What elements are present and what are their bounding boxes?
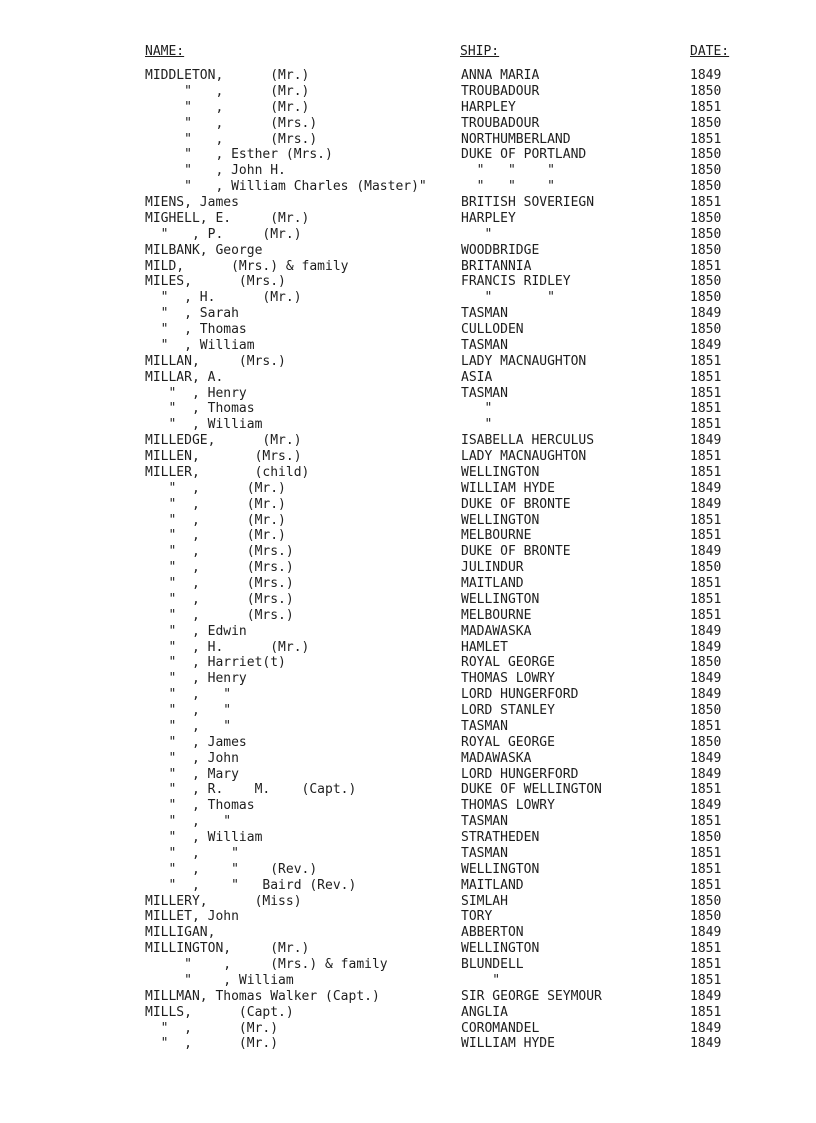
passenger-name: " , William (145, 337, 255, 353)
passenger-name: " , Mary (145, 766, 239, 782)
ship-name: " " " (461, 163, 555, 179)
ship-name: WILLIAM HYDE (461, 1036, 555, 1052)
passenger-name: " , " (145, 814, 232, 830)
passenger-name: " , (Mrs.) (145, 607, 294, 623)
arrival-year: 1850 (690, 560, 722, 576)
ship-name: ANNA MARIA (461, 68, 540, 83)
arrival-year: 1849 (690, 496, 722, 512)
ship-name: ROYAL GEORGE (461, 734, 555, 750)
arrival-year: 1851 (690, 449, 722, 464)
passenger-name: " , " (145, 687, 232, 703)
ship-name: CULLODEN (461, 322, 524, 337)
arrival-year: 1849 (690, 337, 722, 353)
ship-name: ASIA (461, 369, 493, 385)
arrival-year: 1851 (690, 464, 722, 480)
arrival-year: 1851 (690, 861, 722, 877)
arrival-year: 1851 (690, 1004, 722, 1020)
ship-name: WILLIAM HYDE (461, 480, 555, 496)
passenger-name: MILES, (Mrs.) (145, 274, 286, 290)
list-row (0, 735, 816, 751)
arrival-year: 1851 (690, 972, 722, 988)
list-row (0, 703, 816, 719)
ship-name: TASMAN (461, 814, 508, 830)
passenger-name: MILLAN, (Mrs.) (145, 353, 286, 369)
passenger-name: " , (Mr.) (145, 83, 310, 99)
passenger-name: " , " (145, 718, 232, 734)
ship-name: TASMAN (461, 845, 508, 861)
passenger-name: " , Esther (Mrs.) (145, 147, 333, 163)
list-row (0, 528, 816, 544)
passenger-name: " , " (145, 703, 232, 718)
arrival-year: 1850 (690, 210, 722, 226)
ship-name: MADAWASKA (461, 623, 532, 639)
arrival-year: 1850 (690, 655, 722, 671)
ship-name: DUKE OF BRONTE (461, 496, 571, 512)
passenger-name: " , H. (Mr.) (145, 290, 302, 306)
ship-name: FRANCIS RIDLEY (461, 274, 571, 290)
ship-name: MELBOURNE (461, 607, 532, 623)
list-row (0, 465, 816, 481)
arrival-year: 1851 (690, 99, 722, 115)
list-row (0, 116, 816, 132)
ship-name: " " (461, 290, 555, 306)
arrival-year: 1851 (690, 353, 722, 369)
ship-name: DUKE OF PORTLAND (461, 147, 587, 163)
ship-name: " (461, 226, 493, 242)
arrival-year: 1851 (690, 576, 722, 591)
list-row (0, 624, 816, 640)
passenger-name: MILLERY, (Miss) (145, 893, 302, 909)
passenger-name: MILLEN, (Mrs.) (145, 449, 302, 464)
ship-name: DUKE OF WELLINGTON (461, 782, 602, 798)
ship-name: LADY MACNAUGHTON (461, 449, 587, 464)
arrival-year: 1849 (690, 988, 722, 1004)
list-row (0, 798, 816, 814)
ship-name: THOMAS LOWRY (461, 671, 555, 687)
arrival-year: 1849 (690, 671, 722, 687)
arrival-year: 1851 (690, 814, 722, 830)
list-row (0, 274, 816, 290)
passenger-name: MILLER, (child) (145, 464, 310, 480)
arrival-year: 1851 (690, 369, 722, 385)
arrival-year: 1851 (690, 401, 722, 417)
passenger-name: " , Edwin (145, 623, 247, 639)
arrival-year: 1850 (690, 179, 722, 195)
list-row (0, 290, 816, 306)
passenger-name: " , (Mrs.) & family (145, 957, 388, 972)
ship-name: HARPLEY (461, 210, 516, 226)
list-row (0, 846, 816, 862)
arrival-year: 1849 (690, 687, 722, 703)
arrival-year: 1851 (690, 131, 722, 147)
list-row (0, 687, 816, 703)
ship-name: WOODBRIDGE (461, 242, 540, 258)
passenger-name: " , (Mr.) (145, 99, 310, 115)
list-row (0, 481, 816, 497)
list-row (0, 370, 816, 386)
list-row (0, 894, 816, 910)
ship-name: COROMANDEL (461, 1020, 540, 1036)
list-row (0, 132, 816, 148)
list-row (0, 322, 816, 338)
ship-name: LORD STANLEY (461, 703, 555, 718)
arrival-year: 1851 (690, 195, 722, 210)
arrival-year: 1850 (690, 147, 722, 163)
ship-name: DUKE OF BRONTE (461, 544, 571, 560)
ship-name: WELLINGTON (461, 464, 540, 480)
ship-name: BRITANNIA (461, 258, 532, 274)
passenger-name: " , (Mrs.) (145, 115, 318, 131)
passenger-name: " , William (145, 972, 294, 988)
arrival-year: 1850 (690, 893, 722, 909)
arrival-year: 1851 (690, 528, 722, 544)
list-row (0, 306, 816, 322)
list-row (0, 925, 816, 941)
passenger-name: " , " (145, 845, 239, 861)
list-row (0, 243, 816, 259)
ship-name: MAITLAND (461, 576, 524, 591)
list-row (0, 354, 816, 370)
passenger-name: " , John (145, 750, 239, 766)
ship-name: WELLINGTON (461, 941, 540, 957)
arrival-year: 1850 (690, 226, 722, 242)
list-row (0, 941, 816, 957)
list-row (0, 814, 816, 830)
passenger-name: " , Thomas (145, 798, 255, 814)
ship-name: ANGLIA (461, 1004, 508, 1020)
passenger-name: MIDDLETON, (Mr.) (145, 68, 310, 83)
list-row (0, 417, 816, 433)
list-row (0, 767, 816, 783)
passenger-name: MILD, (Mrs.) & family (145, 258, 349, 274)
list-row (0, 640, 816, 656)
passenger-name: MILLS, (Capt.) (145, 1004, 294, 1020)
ship-name: HAMLET (461, 639, 508, 655)
passenger-name: " , (Mrs.) (145, 576, 294, 591)
ship-name: TROUBADOUR (461, 83, 540, 99)
passenger-name: " , Thomas (145, 322, 247, 337)
arrival-year: 1850 (690, 163, 722, 179)
ship-name: ABBERTON (461, 925, 524, 941)
passenger-name: " , (Mr.) (145, 512, 286, 528)
passenger-name: " , William (145, 417, 263, 433)
list-row (0, 878, 816, 894)
arrival-year: 1851 (690, 845, 722, 861)
passenger-name: MIGHELL, E. (Mr.) (145, 210, 310, 226)
passenger-name: MILLET, John (145, 909, 239, 925)
ship-name: SIMLAH (461, 893, 508, 909)
list-row (0, 719, 816, 735)
ship-name: TROUBADOUR (461, 115, 540, 131)
list-row (0, 401, 816, 417)
list-row (0, 497, 816, 513)
list-row (0, 957, 816, 973)
list-row (0, 386, 816, 402)
ship-name: LORD HUNGERFORD (461, 766, 579, 782)
arrival-year: 1851 (690, 782, 722, 798)
passenger-name: " , William Charles (Master)" (145, 179, 427, 195)
ship-name: " (461, 972, 501, 988)
list-row (0, 830, 816, 846)
list-row (0, 1036, 816, 1052)
date-column-header: DATE: (690, 44, 730, 59)
list-row (0, 84, 816, 100)
list-row (0, 576, 816, 592)
passenger-name: " , (Mrs.) (145, 560, 294, 576)
passenger-name: " , John H. (145, 163, 286, 179)
arrival-year: 1849 (690, 68, 722, 83)
arrival-year: 1851 (690, 941, 722, 957)
arrival-year: 1849 (690, 750, 722, 766)
ship-name: " (461, 417, 493, 433)
ship-name: LADY MACNAUGHTON (461, 353, 587, 369)
list-row (0, 1005, 816, 1021)
list-row (0, 179, 816, 195)
list-row (0, 751, 816, 767)
passenger-name: " , (Mr.) (145, 528, 286, 544)
passenger-name: " , Henry (145, 671, 247, 687)
passenger-name: " , Henry (145, 385, 247, 401)
ship-name: LORD HUNGERFORD (461, 687, 579, 703)
passenger-name: " , (Mr.) (145, 1020, 279, 1036)
arrival-year: 1850 (690, 290, 722, 306)
list-row (0, 560, 816, 576)
passenger-name: " , " Baird (Rev.) (145, 877, 357, 893)
list-row (0, 195, 816, 211)
ship-name: SIR GEORGE SEYMOUR (461, 988, 602, 1004)
list-row (0, 592, 816, 608)
arrival-year: 1850 (690, 242, 722, 258)
passenger-name: " , H. (Mr.) (145, 639, 310, 655)
ship-name: MAITLAND (461, 877, 524, 893)
ship-name: ISABELLA HERCULUS (461, 433, 595, 449)
arrival-year: 1849 (690, 1020, 722, 1036)
passenger-name: " , Thomas (145, 401, 255, 417)
passenger-name: " , (Mrs.) (145, 544, 294, 560)
arrival-year: 1850 (690, 830, 722, 845)
list-row (0, 909, 816, 925)
list-row (0, 544, 816, 560)
arrival-year: 1849 (690, 639, 722, 655)
arrival-year: 1850 (690, 322, 722, 337)
arrival-year: 1851 (690, 877, 722, 893)
list-row (0, 211, 816, 227)
ship-name: " (461, 401, 493, 417)
list-row (0, 782, 816, 798)
list-row (0, 513, 816, 529)
ship-name: WELLINGTON (461, 591, 540, 607)
list-row (0, 259, 816, 275)
ship-name: WELLINGTON (461, 512, 540, 528)
ship-name: HARPLEY (461, 99, 516, 115)
passenger-name: " , P. (Mr.) (145, 226, 302, 242)
arrival-year: 1851 (690, 607, 722, 623)
list-row (0, 68, 816, 84)
ship-name: THOMAS LOWRY (461, 798, 555, 814)
ship-name: " " " (461, 179, 555, 195)
list-row (0, 227, 816, 243)
ship-name: JULINDUR (461, 560, 524, 576)
ship-name: BLUNDELL (461, 957, 524, 972)
arrival-year: 1851 (690, 718, 722, 734)
passenger-name: " , " (Rev.) (145, 861, 318, 877)
arrival-year: 1849 (690, 433, 722, 449)
ship-name: ROYAL GEORGE (461, 655, 555, 671)
arrival-year: 1849 (690, 798, 722, 814)
arrival-year: 1851 (690, 591, 722, 607)
arrival-year: 1850 (690, 115, 722, 131)
passenger-name: MILLINGTON, (Mr.) (145, 941, 310, 957)
ship-name: TASMAN (461, 385, 508, 401)
passenger-name: MIENS, James (145, 195, 239, 210)
passenger-name: " , (Mrs.) (145, 591, 294, 607)
ship-name: MADAWASKA (461, 750, 532, 766)
list-row (0, 338, 816, 354)
arrival-year: 1851 (690, 385, 722, 401)
passenger-name: MILLAR, A. (145, 369, 224, 385)
ship-column-header: SHIP: (460, 44, 500, 59)
ship-name: STRATHEDEN (461, 830, 540, 845)
arrival-year: 1849 (690, 306, 722, 322)
passenger-name: " , William (145, 830, 263, 845)
arrival-year: 1850 (690, 734, 722, 750)
passenger-name: MILLMAN, Thomas Walker (Capt.) (145, 988, 380, 1004)
list-row (0, 449, 816, 465)
arrival-year: 1851 (690, 417, 722, 433)
passenger-name: " , (Mrs.) (145, 131, 318, 147)
passenger-name: " , James (145, 734, 247, 750)
ship-name: TASMAN (461, 337, 508, 353)
passenger-name: " , R. M. (Capt.) (145, 782, 357, 798)
list-row (0, 989, 816, 1005)
arrival-year: 1849 (690, 925, 722, 941)
passenger-name: MILBANK, George (145, 242, 263, 258)
ship-name: NORTHUMBERLAND (461, 131, 571, 147)
list-row (0, 1021, 816, 1037)
ship-name: TORY (461, 909, 493, 925)
ship-name: WELLINGTON (461, 861, 540, 877)
arrival-year: 1849 (690, 480, 722, 496)
passenger-name: MILLIGAN, (145, 925, 216, 941)
arrival-year: 1849 (690, 1036, 722, 1052)
list-row (0, 973, 816, 989)
arrival-year: 1851 (690, 957, 722, 972)
list-row (0, 147, 816, 163)
passenger-list (0, 68, 816, 1052)
passenger-name: " , Harriet(t) (145, 655, 286, 671)
arrival-year: 1850 (690, 274, 722, 290)
list-row (0, 608, 816, 624)
list-row (0, 671, 816, 687)
passenger-name: " , (Mr.) (145, 496, 286, 512)
list-row (0, 433, 816, 449)
ship-name: MELBOURNE (461, 528, 532, 544)
passenger-name: " , (Mr.) (145, 1036, 279, 1052)
list-row (0, 862, 816, 878)
ship-name: TASMAN (461, 718, 508, 734)
arrival-year: 1851 (690, 512, 722, 528)
arrival-year: 1850 (690, 703, 722, 718)
passenger-name: " , Sarah (145, 306, 239, 322)
list-row (0, 163, 816, 179)
name-column-header: NAME: (145, 44, 185, 59)
arrival-year: 1849 (690, 623, 722, 639)
passenger-name: " , (Mr.) (145, 480, 286, 496)
arrival-year: 1851 (690, 258, 722, 274)
passenger-name: MILLEDGE, (Mr.) (145, 433, 302, 449)
list-row (0, 655, 816, 671)
arrival-year: 1850 (690, 909, 722, 925)
ship-name: TASMAN (461, 306, 508, 322)
arrival-year: 1849 (690, 766, 722, 782)
ship-name: BRITISH SOVERIEGN (461, 195, 595, 210)
list-row (0, 100, 816, 116)
arrival-year: 1849 (690, 544, 722, 560)
arrival-year: 1850 (690, 83, 722, 99)
